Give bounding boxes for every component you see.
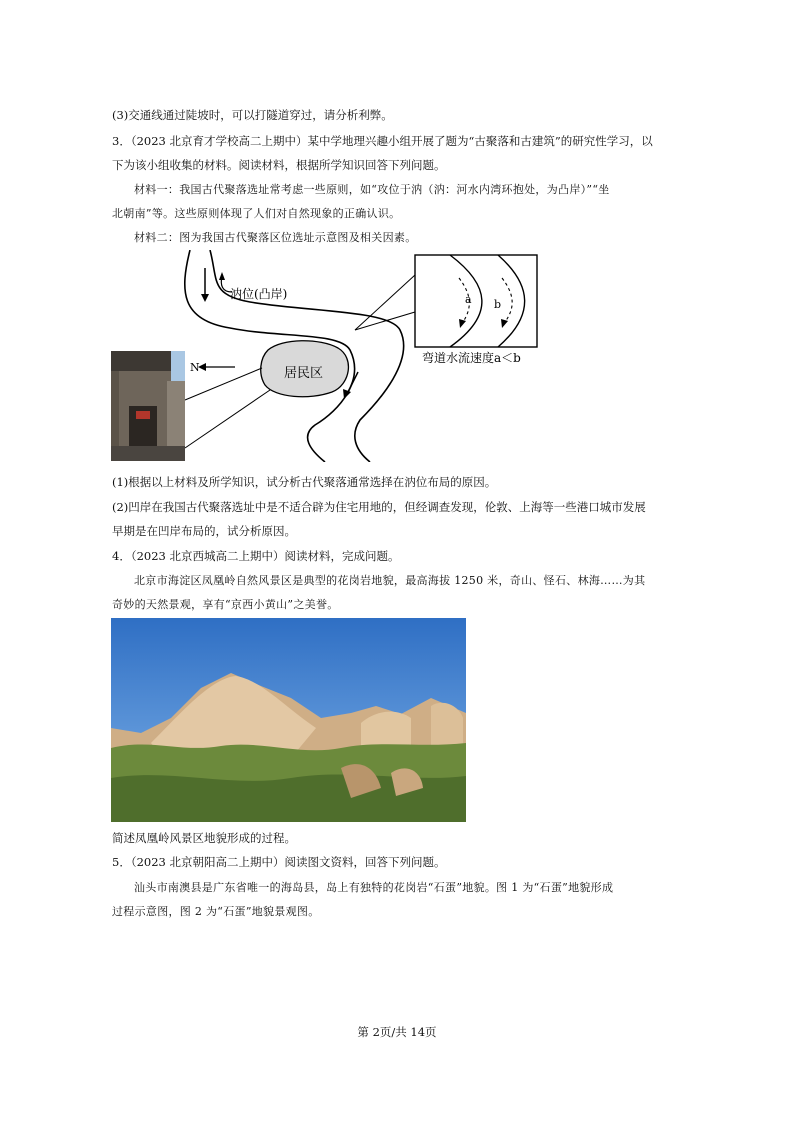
question-4-material-line1: 北京市海淀区凤凰岭自然风景区是典型的花岗岩地貌，最高海拔 1250 米，奇山、怪石、林海……为其 bbox=[134, 574, 646, 587]
flow-arrow-lower bbox=[348, 372, 358, 392]
question-4-material-line2: 奇妙的天然景观，享有“京西小黄山”之美誉。 bbox=[112, 598, 339, 611]
question-3-title-line2: 下为该小组收集的材料。阅读材料，根据所学知识回答下列问题。 bbox=[112, 158, 446, 172]
question-3-title-line1: 3．（2023 北京育才学校高二上期中）某中学地理兴趣小组开展了题为“古聚落和古建筑”的研究性学习，以 bbox=[112, 134, 653, 148]
question-5-material-line1: 汕头市南澳县是广东省唯一的海岛县，岛上有独特的花岗岩“石蛋”地貌。图 1 为“石蛋”地貌形成 bbox=[134, 881, 614, 894]
question-3-sub2-line1: (2)凹岸在我国古代聚落选址中是不适合辟为住宅用地的，但经调查发现，伦敦、上海等一些港口城市发展 bbox=[112, 500, 646, 514]
question-3-sub2-line2: 早期是在凹岸布局的，试分析原因。 bbox=[112, 524, 296, 538]
residential-label: 居民区 bbox=[284, 366, 324, 381]
ancient-gate-photo bbox=[111, 351, 185, 461]
material-1-line1: 材料一：我国古代聚落选址常考虑一些原则，如“攻位于汭（汭：河水内湾环抱处，为凸岸）”“坐 bbox=[134, 183, 610, 196]
question-5-title: 5．（2023 北京朝阳高二上期中）阅读图文资料，回答下列问题。 bbox=[112, 855, 446, 869]
material-2: 材料二：图为我国古代聚落区位选址示意图及相关因素。 bbox=[134, 231, 417, 244]
north-label: N bbox=[190, 361, 200, 374]
question-2-part-3: (3)交通线通过陡坡时，可以打隧道穿过，请分析利弊。 bbox=[112, 108, 393, 122]
question-4-title: 4．（2023 北京西城高二上期中）阅读材料，完成问题。 bbox=[112, 549, 400, 563]
bend-velocity-caption: 弯道水流速度a＜b bbox=[422, 351, 521, 365]
photo-connector-bottom bbox=[185, 390, 270, 448]
rui-label: 汭位(凸岸) bbox=[230, 287, 288, 301]
flow-arrowhead-upper bbox=[201, 294, 209, 302]
page-footer: 第 2页/共 14页 bbox=[357, 1025, 437, 1039]
question-3-sub1: (1)根据以上材料及所学知识，试分析古代聚落通常选择在汭位布局的原因。 bbox=[112, 475, 497, 489]
flow-a-label: a bbox=[465, 293, 472, 306]
question-5-material-line2: 过程示意图，图 2 为“石蛋”地貌景观图。 bbox=[112, 905, 320, 918]
question-4-prompt: 简述凤凰岭风景区地貌形成的过程。 bbox=[112, 831, 296, 845]
inset-box bbox=[415, 255, 537, 347]
rui-pointer-head bbox=[219, 272, 225, 280]
fenghuangling-landscape-photo bbox=[111, 618, 466, 822]
flow-b-label: b bbox=[494, 298, 502, 311]
material-1-line2: 北朝南”等。这些原则体现了人们对自然现象的正确认识。 bbox=[112, 207, 401, 220]
inset-connector-top bbox=[355, 275, 415, 330]
